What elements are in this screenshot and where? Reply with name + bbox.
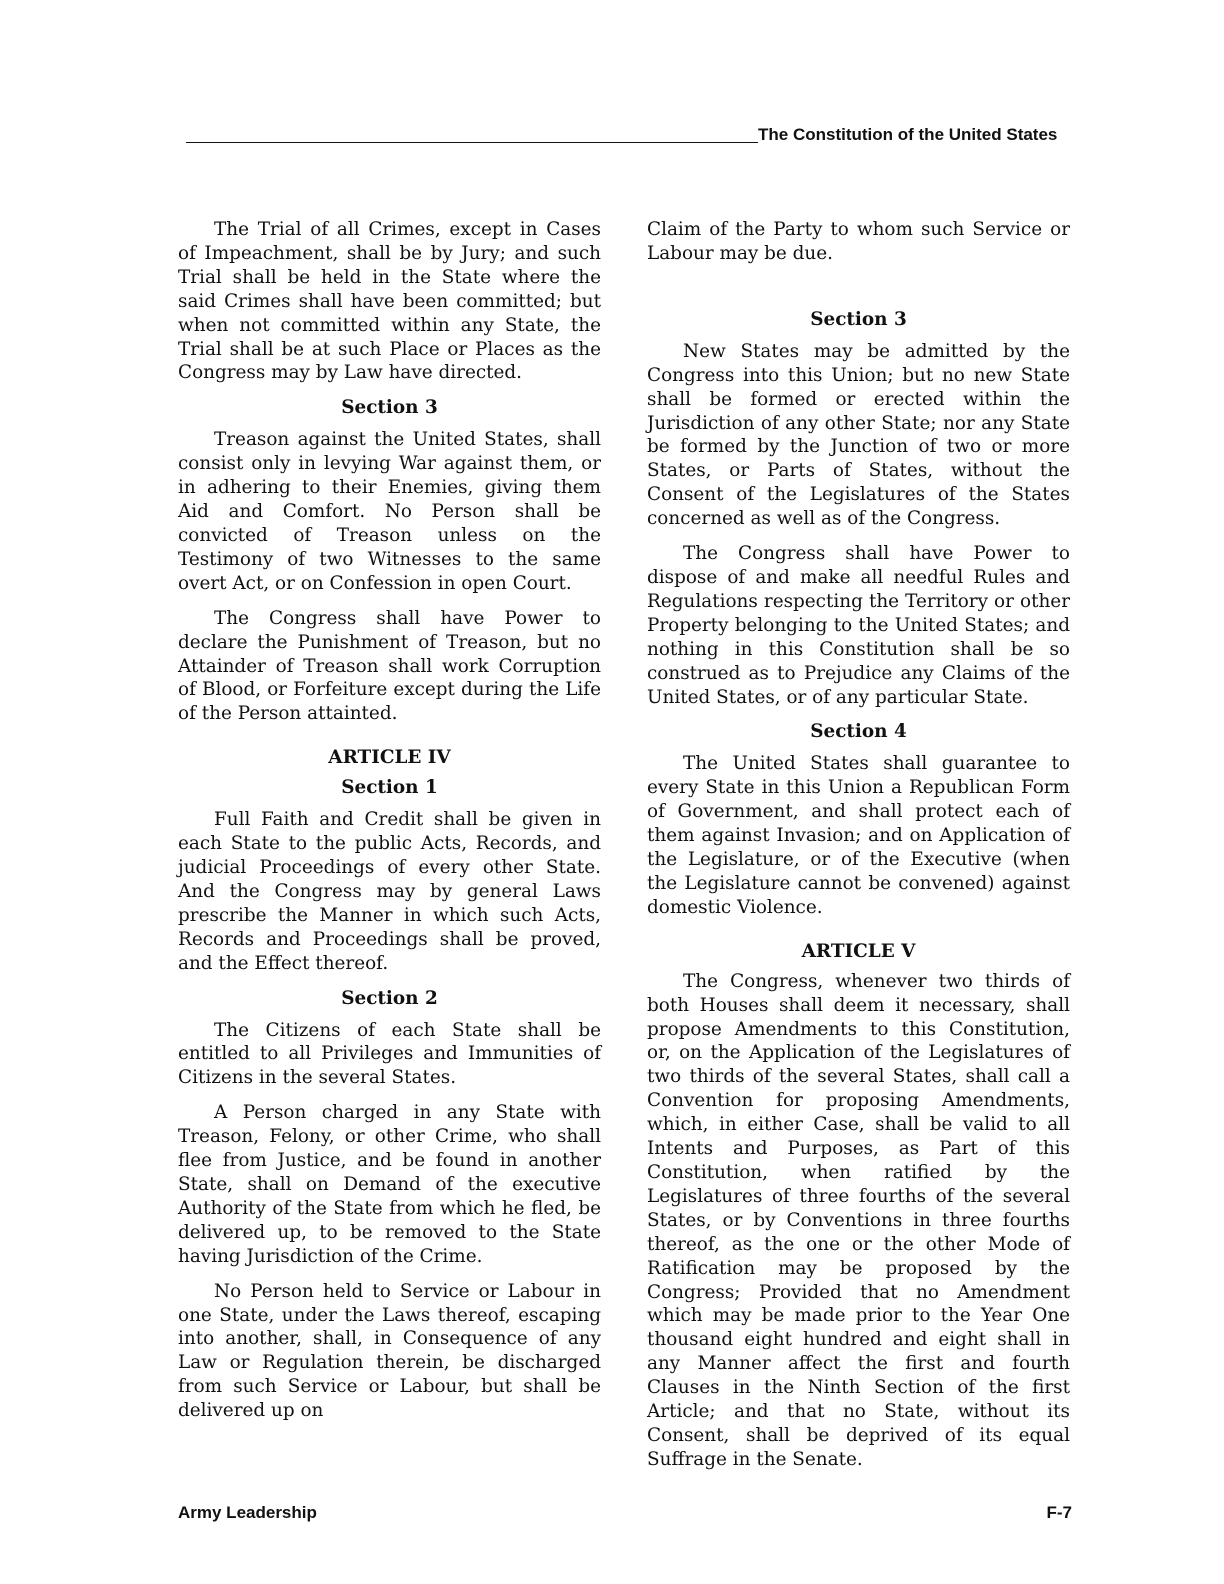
section-3-heading: Section 3 (341, 397, 438, 419)
section-1-heading: Section 1 (341, 777, 438, 799)
paragraph-treason-punishment: The Congress shall have Power to declare the Punishment of Treason, but no Attainder of Treason shall work Corruption of Blood, or Forfeiture except during the Life of the Person attainted. (178, 607, 601, 725)
paragraph-continuation: Claim of the Party to whom such Service or Labour may be due. (647, 219, 1070, 264)
footer-publication-title: Army Leadership (178, 1503, 317, 1522)
paragraph-service-labour: No Person held to Service or Labour in one State, under the Laws thereof, escaping into another, shall, in Consequence of any Law or Regulation therein, be discharged from such Service or Labour, but shall be delivered up on (178, 1280, 601, 1422)
left-column (178, 218, 601, 1423)
paragraph-extradition: A Person charged in any State with Treason, Felony, or other Crime, who shall flee from Justice, and be found in another State, shall on Demand of the executive Authority of the State from which he fled, be delivered up, to be removed to the State having Jurisdiction of the Crime. (178, 1102, 601, 1267)
paragraph-privileges-immunities: The Citizens of each State shall be entitled to all Privileges and Immunities of Citizens in the several States. (178, 1019, 601, 1089)
section-4-heading: Section 4 (810, 721, 907, 743)
section-3-heading-right: Section 3 (810, 308, 907, 330)
article-iv-heading: ARTICLE IV (328, 747, 451, 769)
paragraph-treason-definition: Treason against the United States, shall consist only in levying War against them, or in adhering to their Enemies, giving them Aid and Comfort. No Person shall be convicted of Treason unless on the Testimony of two Witnesses to the same overt Act, or on Confession in open Court. (178, 429, 601, 594)
paragraph-trial-by-jury: The Trial of all Crimes, except in Cases of Impeachment, shall be by Jury; and such Trial shall be held in the State where the said Crimes shall have been committed; but when not committed within any State, the Trial shall be at such Place or Places as the Congress may by Law have directed. (178, 219, 601, 384)
header-rule (186, 142, 758, 143)
paragraph-republican-guarantee: The United States shall guarantee to every State in this Union a Republican Form of Government, and shall protect each of them against Invasion; and on Application of the Legislature, or of the Executive (when the Legislature cannot be convened) against domestic Violence. (647, 753, 1070, 918)
paragraph-territory: The Congress shall have Power to dispose of and make all needful Rules and Regulations respecting the Territory or other Property belonging to the United States; and nothing in this Constitution shall be so construed as to Prejudice any Claims of the United States, or of any particular State. (647, 543, 1070, 708)
paragraph-new-states: New States may be admitted by the Congress into this Union; but no new State shall be formed or erected within the Jurisdiction of any other State; nor any State be formed by the Junction of two or more States, or Parts of States, without the Consent of the Legislatures of the States concerned as well as of the Congress. (647, 340, 1070, 530)
article-v-heading: ARTICLE V (801, 940, 916, 962)
footer-page-number: F-7 (1046, 1503, 1072, 1522)
paragraph-full-faith-credit: Full Faith and Credit shall be given in each State to the public Acts, Records, and judicial Proceedings of every other State. And the Congress may by general Laws prescribe the Manner in which such Acts, Records and Proceedings shall be proved, and the Effect thereof. (178, 809, 601, 974)
right-column (647, 218, 1070, 1472)
paragraph-amendments: The Congress, whenever two thirds of both Houses shall deem it necessary, shall propose Amendments to this Constitution, or, on the Application of the Legislatures of two thirds of the several States, shall call a Convention for proposing Amendments, which, in either Case, shall be valid to all Intents and Purposes, as Part of this Constitution, when ratified by the Legislatures of three fourths of the several States, or by Conventions in three fourths thereof, as the one or the other Mode of Ratification may be proposed by the Congress; Provided that no Amendment which may be made prior to the Year One thousand eight hundred and eight shall in any Manner affect the first and fourth Clauses in the Ninth Section of the first Article; and that no State, without its Consent, shall be deprived of its equal Suffrage in the Senate. (647, 970, 1070, 1470)
section-2-heading: Section 2 (341, 987, 438, 1009)
running-header-title: The Constitution of the United States (758, 125, 1058, 144)
